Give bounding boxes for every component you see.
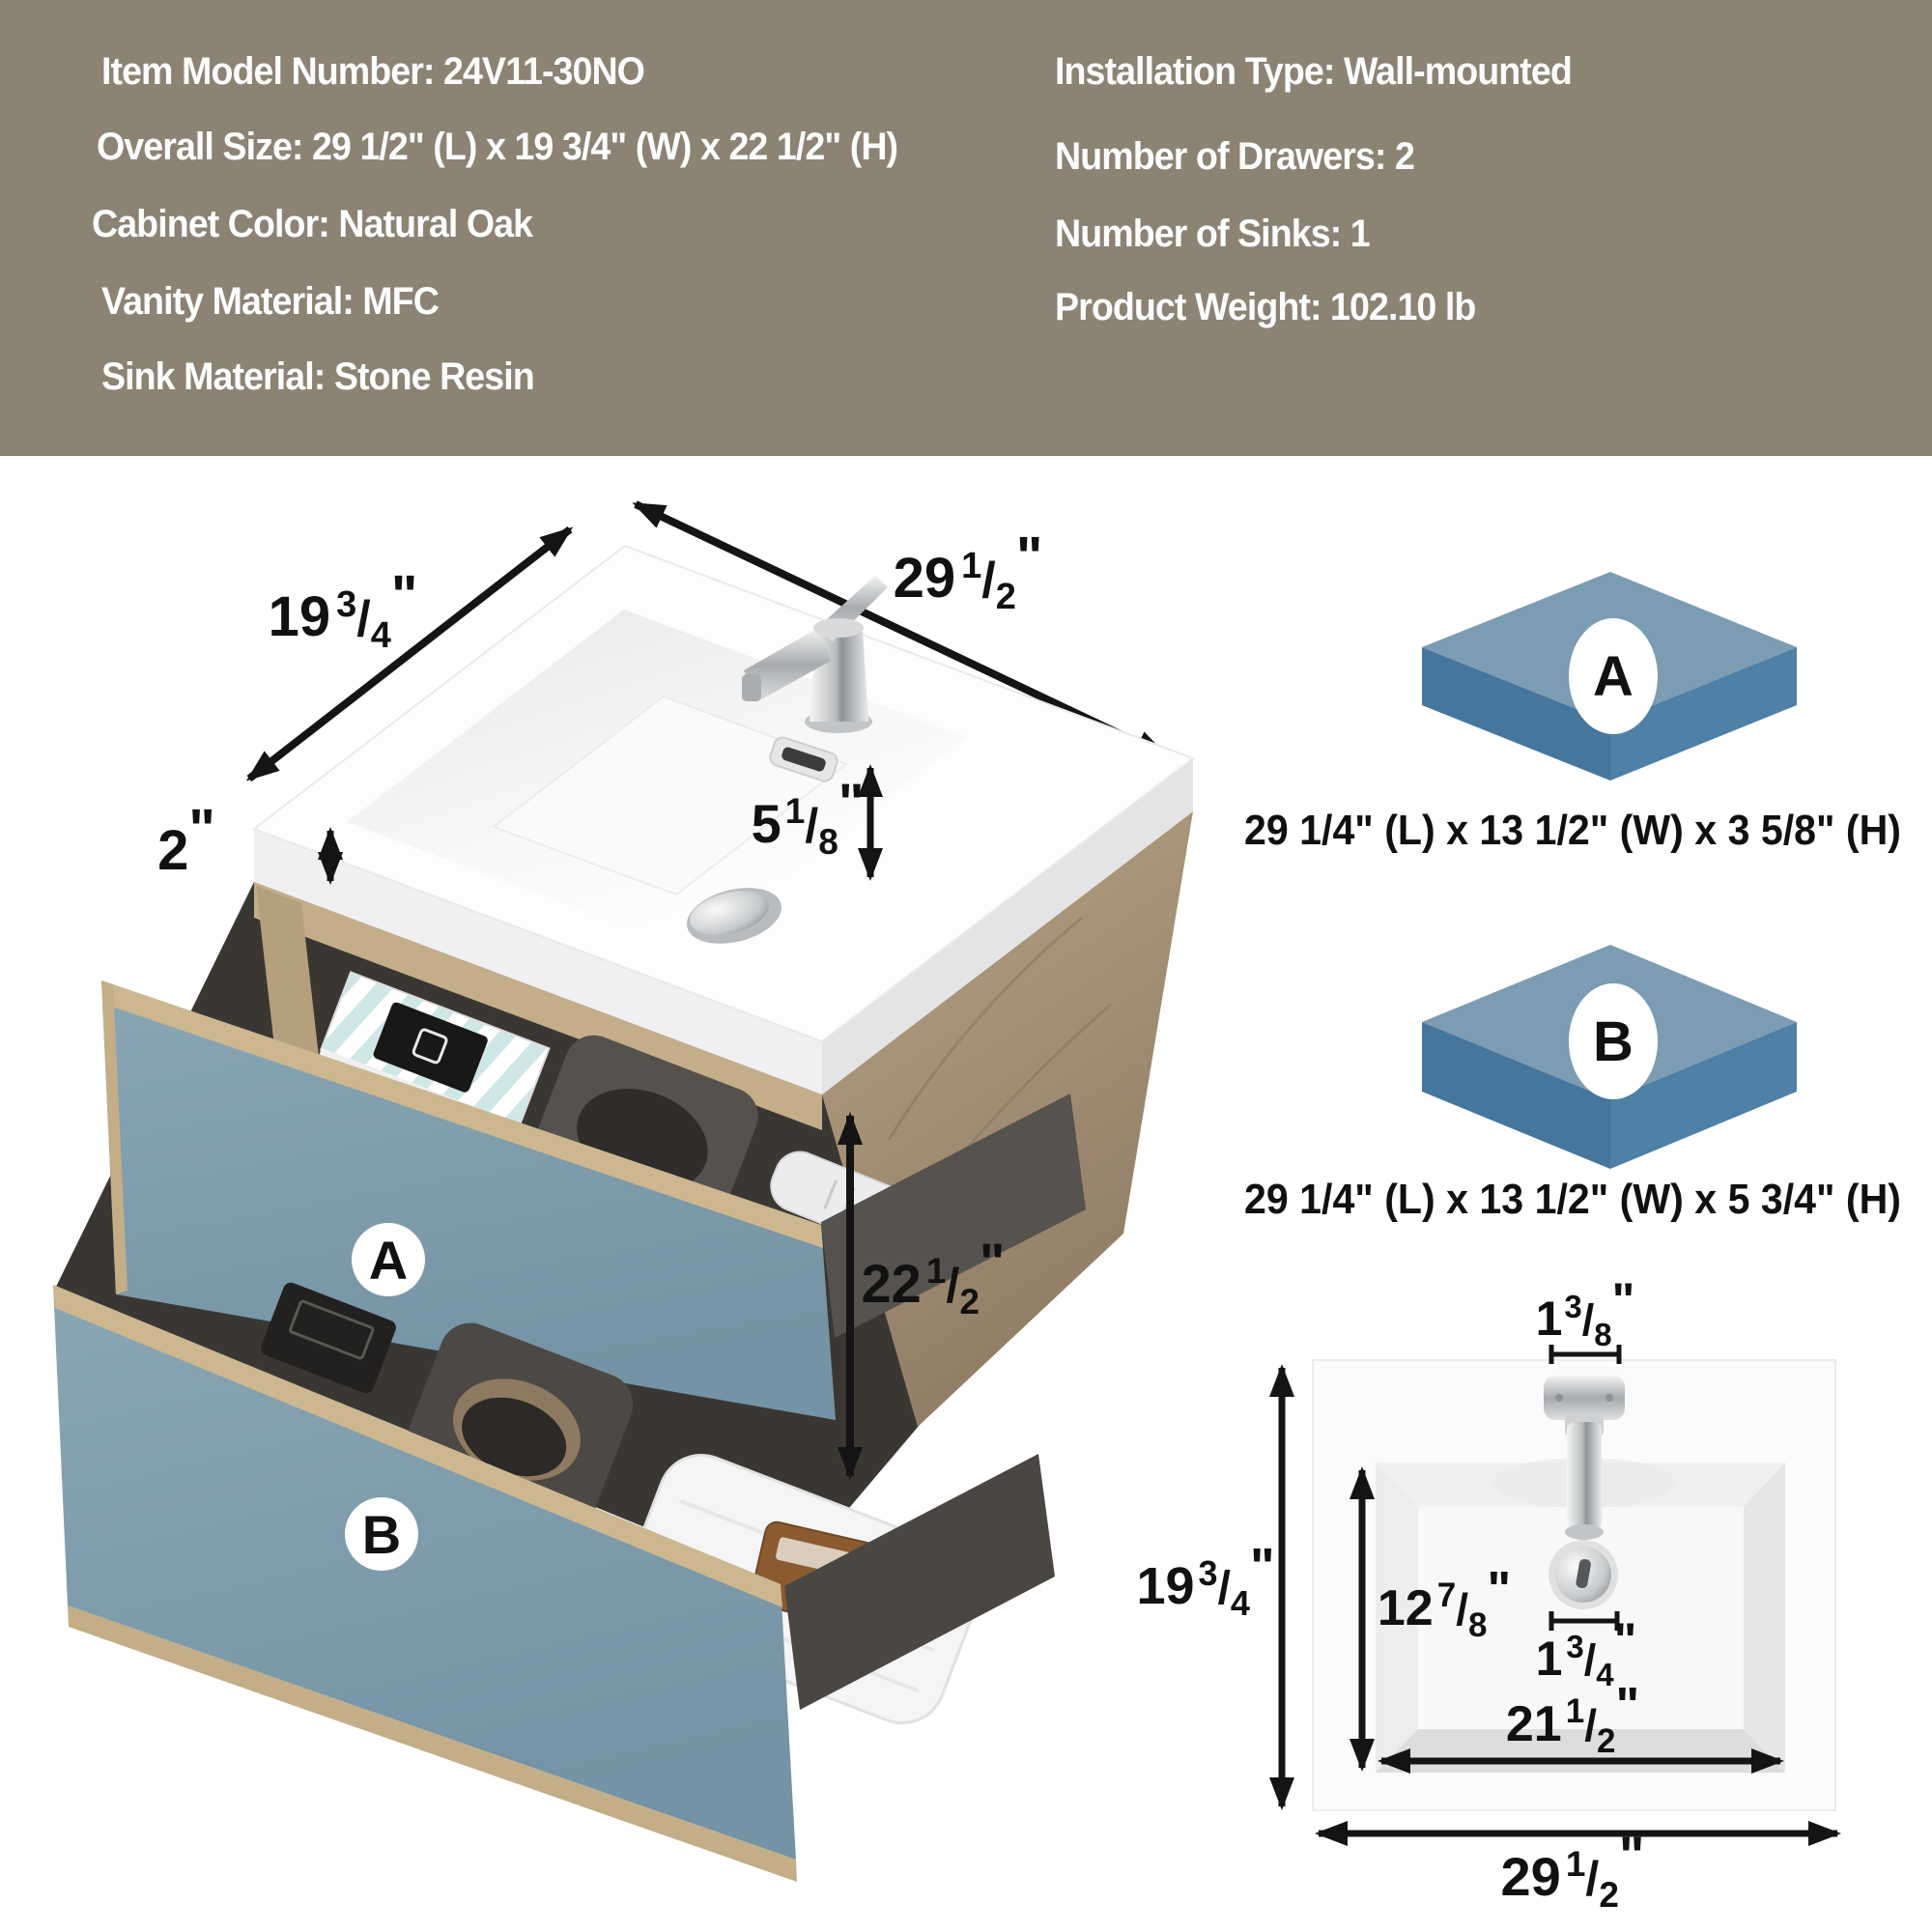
spec-weight: Product Weight: 102.10 lb [1055, 286, 1476, 328]
spec-installation: Installation Type: Wall-mounted [1055, 50, 1572, 93]
dim-faucet-height-label: 5 $^1/_8$" [751, 772, 865, 862]
vanity-photo [53, 504, 1193, 1882]
spec-cabinet-color: Cabinet Color: Natural Oak [92, 203, 533, 245]
dim-tv-depth-label: 19 $^3/_4$" [1136, 1538, 1275, 1623]
dim-drain-width-label: 1 $^3/_4$" [1535, 1613, 1637, 1692]
box-a-badge-label: A [1593, 645, 1634, 708]
drawer-box-b [1244, 945, 1901, 1223]
spec-model: Item Model Number: 24V11-30NO [101, 50, 644, 93]
dim-basin-depth-label: 12 $^7/_8$" [1377, 1562, 1512, 1644]
spec-drawers: Number of Drawers: 2 [1055, 135, 1414, 178]
spec-overall-size: Overall Size: 29 1/2" (L) x 19 3/4" (W) x 22 1/2" (H) [97, 126, 898, 168]
dim-tv-width-label: 29 $^1/_2$" [1500, 1825, 1645, 1915]
drawer-box-a [1244, 572, 1901, 854]
drawer-b-badge-label: B [361, 1504, 402, 1565]
box-a-dims: 29 1/4" (L) x 13 1/2" (W) x 3 5/8" (H) [1244, 807, 1901, 854]
dim-thickness-label: 2" [157, 798, 215, 882]
spec-sink-material: Sink Material: Stone Resin [101, 355, 534, 398]
box-b-badge-label: B [1593, 1010, 1634, 1073]
dim-height-label: 22 $^1/_2$" [861, 1232, 1006, 1321]
dim-basin-width-label: 21 $^1/_2$" [1505, 1678, 1640, 1760]
top-view-drain [1548, 1540, 1618, 1609]
dim-width-label: 29 $^1/_2$" [893, 526, 1043, 617]
drawer-a-badge-label: A [368, 1230, 409, 1291]
sink-top-view [1136, 1273, 1837, 1915]
header-band [0, 0, 1932, 456]
box-b-dims: 29 1/4" (L) x 13 1/2" (W) x 5 3/4" (H) [1244, 1176, 1901, 1223]
basin-wall-right [1744, 1463, 1785, 1773]
basin-wall-bottom [1376, 1729, 1785, 1773]
spec-sinks: Number of Sinks: 1 [1055, 213, 1370, 255]
dim-faucet-width-label: $1^3/_8$" [1535, 1273, 1635, 1352]
dim-depth-label: 19 $^3/_4$" [268, 564, 418, 656]
spec-vanity-material: Vanity Material: MFC [101, 280, 439, 323]
